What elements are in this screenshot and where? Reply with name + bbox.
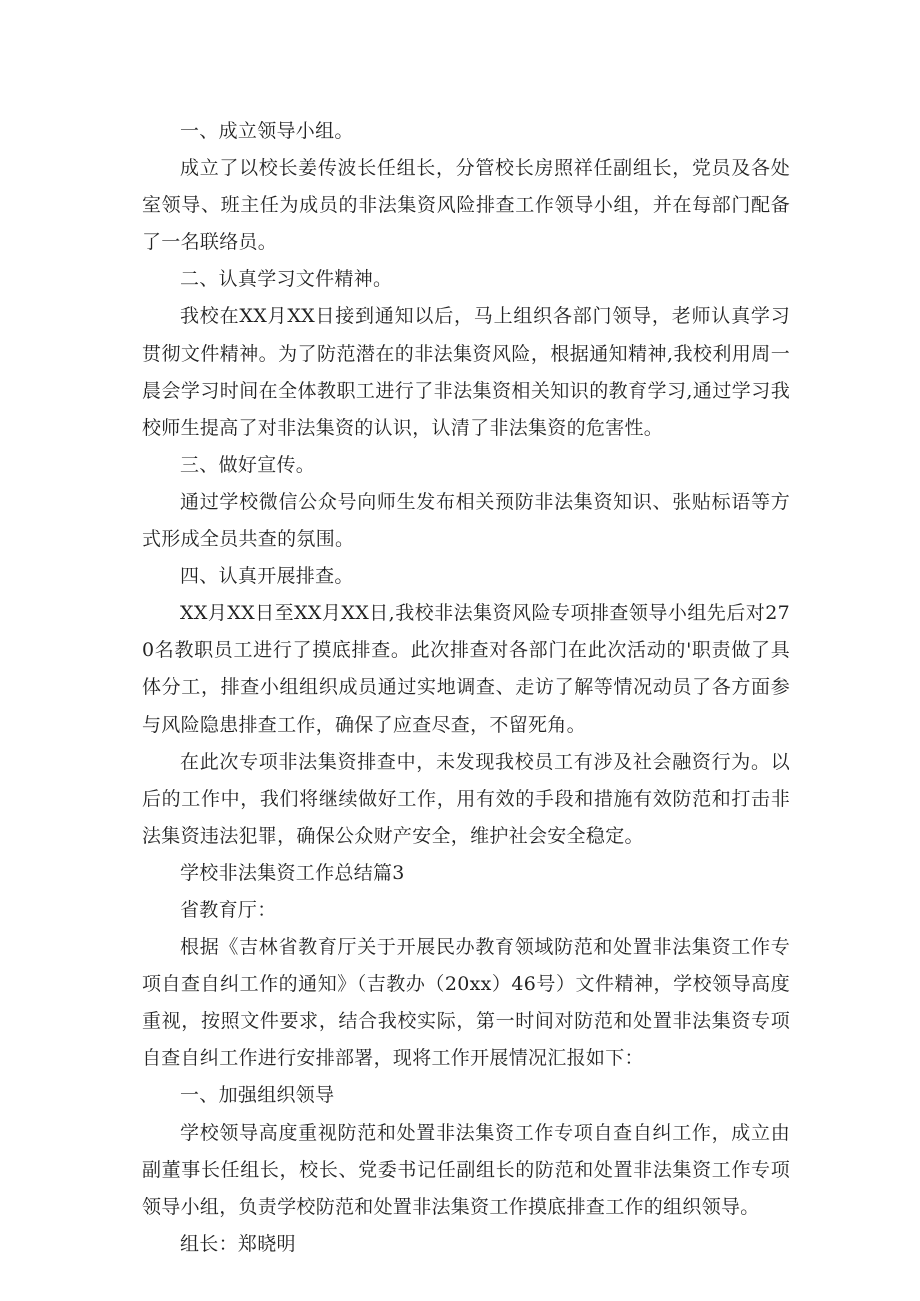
section-heading-4: 四、认真开展排查。 — [180, 565, 354, 588]
paragraph-publicity: 通过学校微信公众号向师生发布相关预防非法集资知识、张贴标语等方式形成全员共查的氛围。 — [142, 490, 790, 551]
paragraph-investigation: XX月XX日至XX月XX日,我校非法集资风险专项排查领导小组先后对270名教职员工进行了摸底排查。此次排查对各部门在此次活动的'职责做了具体分工，排查小组组织成员通过实地调查、走访了解等情况动员了各方面参与风险隐患排查工作，确保了应查尽查，不留死角。 — [142, 602, 790, 736]
document-body — [142, 113, 790, 1263]
group-leader-line: 组长：郑晓明 — [180, 1232, 296, 1255]
paragraph-organization: 学校领导高度重视防范和处置非法集资工作专项自查自纠工作，成立由副董事长任组长，校长、党委书记任副组长的防范和处置非法集资工作专项领导小组，负责学校防范和处置非法集资工作摸底排查工作的组织领导。 — [142, 1121, 790, 1218]
section-heading-1: 一、成立领导小组。 — [180, 120, 354, 142]
paragraph-leadership-group: 成立了以校长姜传波长任组长，分管校长房照祥任副组长，党员及各处室领导、班主任为成员的非法集资风险排查工作领导小组，并在每部门配备了一名联络员。 — [142, 157, 790, 254]
paragraph-notice-basis: 根据《吉林省教育厅关于开展民办教育领域防范和处置非法集资工作专项自查自纠工作的通知》（吉教办（20xx）46号）文件精神，学校领导高度重视，按照文件要求，结合我校实际，第一时间对防范和处置非法集资专项自查自纠工作进行安排部署，现将工作开展情况汇报如下： — [142, 936, 790, 1070]
paragraph-conclusion: 在此次专项非法集资排查中，未发现我校员工有涉及社会融资行为。以后的工作中，我们将继续做好工作，用有效的手段和措施有效防范和打击非法集资违法犯罪，确保公众财产安全，维护社会安全稳定。 — [142, 750, 790, 847]
section-heading-3: 三、做好宣传。 — [180, 453, 316, 476]
section-heading-organization: 一、加强组织领导 — [180, 1084, 335, 1107]
salutation: 省教育厅： — [180, 898, 277, 921]
article-title: 学校非法集资工作总结篇3 — [180, 861, 405, 884]
paragraph-study-documents: 我校在XX月XX日接到通知以后，马上组织各部门领导，老师认真学习贯彻文件精神。为了防范潜在的非法集资风险，根据通知精神,我校利用周一晨会学习时间在全体教职工进行了非法集资相关知识的教育学习,通过学习我校师生提高了对非法集资的认识，认清了非法集资的危害性。 — [142, 305, 790, 439]
section-heading-2: 二、认真学习文件精神。 — [180, 268, 393, 291]
